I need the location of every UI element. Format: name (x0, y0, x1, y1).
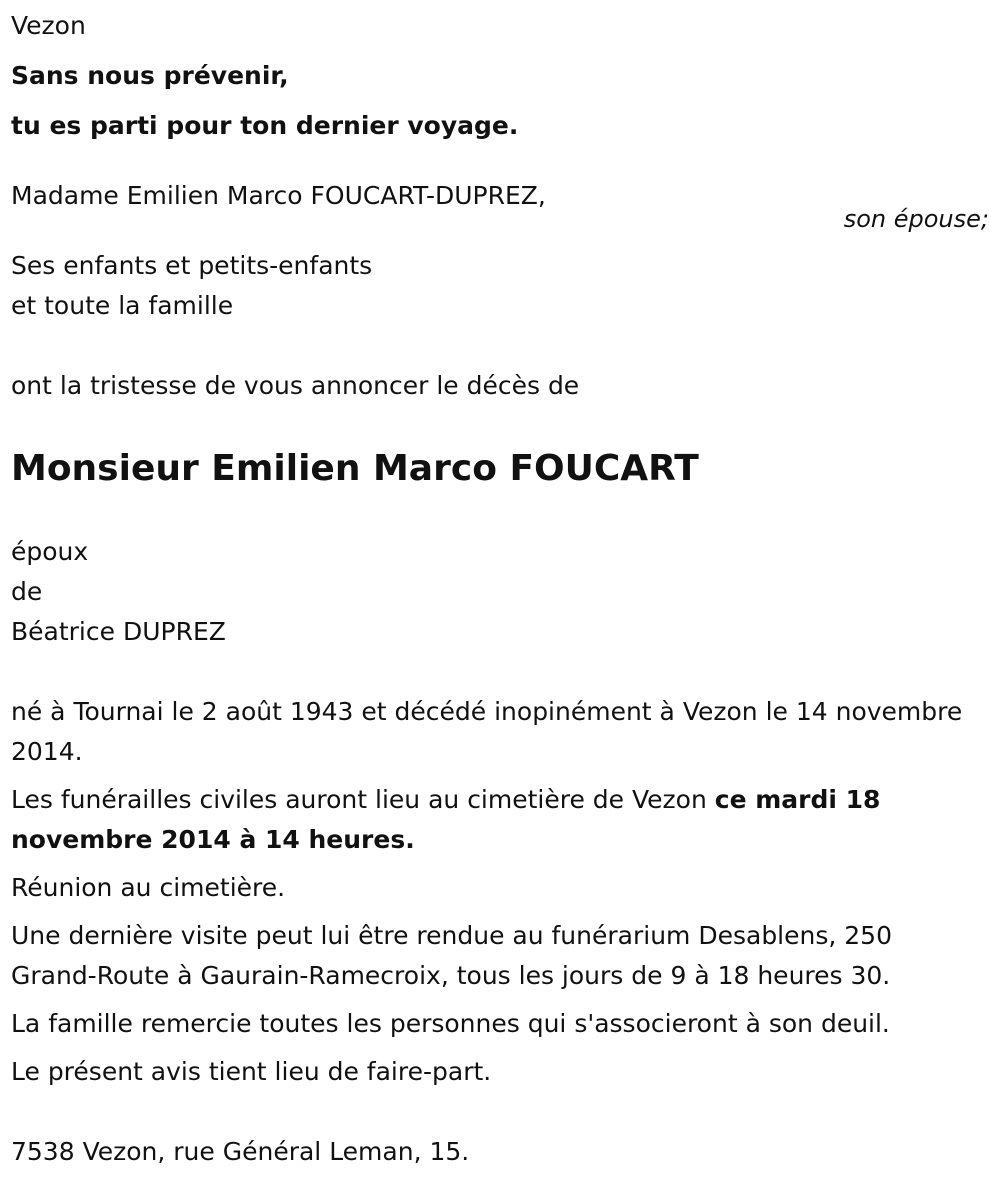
children-line: Ses enfants et petits-enfants (11, 251, 373, 280)
relation-line-1: époux (11, 537, 89, 566)
funeral-text (11, 780, 971, 860)
verse-line-1: Sans nous prévenir, (11, 61, 289, 90)
deceased-name: Monsieur Emilien Marco FOUCART (11, 448, 699, 489)
spouse-row (11, 176, 991, 233)
verse-line-2: tu es parti pour ton dernier voyage. (11, 111, 519, 140)
relation-line-3: Béatrice DUPREZ (11, 617, 226, 646)
notice-text: Le présent avis tient lieu de faire-part. (11, 1057, 492, 1086)
thanks-text: La famille remercie toutes les personnes qui s'associeront à son deuil. (11, 1009, 890, 1038)
announcement-text: ont la tristesse de vous annoncer le décès de (11, 371, 580, 400)
spouse-name: Madame Emilien Marco FOUCART-DUPREZ, (11, 181, 546, 210)
family-line: et toute la famille (11, 291, 234, 320)
place-heading: Vezon (11, 11, 86, 40)
visit-text: Une dernière visite peut lui être rendue au funérarium Desablens, 250 Grand-Route à Gaurain-Ramecroix, tous les jours de 9 à 18 heures 30. (11, 921, 892, 990)
address-text: 7538 Vezon, rue Général Leman, 15. (11, 1137, 470, 1166)
obituary-notice (11, 6, 991, 1172)
funeral-date: ce mardi 18 novembre 2014 à 14 heures. (11, 785, 881, 854)
spouse-role: son épouse; (843, 205, 989, 233)
relation-line-2: de (11, 577, 43, 606)
birth-death-text: né à Tournai le 2 août 1943 et décédé inopinément à Vezon le 14 novembre 2014. (11, 697, 963, 766)
funeral-intro: Les funérailles civiles auront lieu au cimetière de Vezon (11, 785, 715, 814)
meeting-text: Réunion au cimetière. (11, 873, 286, 902)
